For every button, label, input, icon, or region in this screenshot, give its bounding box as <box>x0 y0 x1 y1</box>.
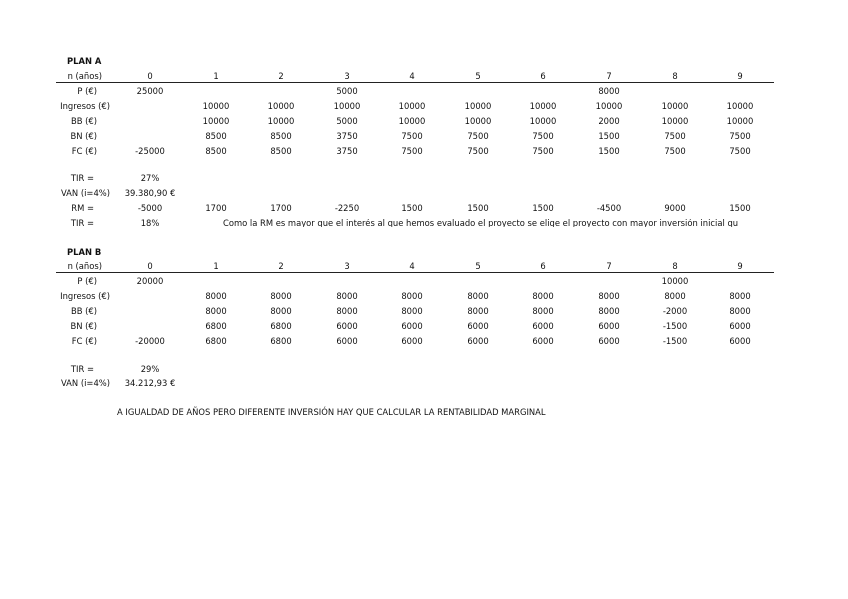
plan-a-tir2-label: TIR = <box>70 218 94 228</box>
plan-a-cell: 8500 <box>205 131 227 141</box>
plan-a-cell: 3750 <box>336 146 358 156</box>
plan-b-year-header: 0 <box>147 261 153 271</box>
plan-a-cell: 1500 <box>598 131 620 141</box>
plan-a-row-label: P (€) <box>77 86 97 96</box>
plan-b-cell: 6800 <box>205 336 227 346</box>
plan-a-rm-cell: -2250 <box>334 203 360 213</box>
plan-b-van-value: 34.212,93 € <box>124 378 176 388</box>
plan-b-row-label: BB (€) <box>70 306 97 316</box>
plan-a-year-header: 9 <box>737 71 743 81</box>
plan-a-cell: 8000 <box>598 86 620 96</box>
plan-b-cell: 8000 <box>205 291 227 301</box>
plan-b-cell: 6000 <box>336 321 358 331</box>
plan-a-tir2-value: 18% <box>140 218 160 228</box>
plan-a-rm-cell: 1500 <box>729 203 751 213</box>
plan-b-cell: 8000 <box>598 306 620 316</box>
plan-b-year-header: 9 <box>737 261 743 271</box>
plan-b-cell: 8000 <box>205 306 227 316</box>
plan-b-cell: 8000 <box>467 306 489 316</box>
plan-b-row-label: Ingresos (€) <box>60 291 110 301</box>
plan-a-cell: 10000 <box>661 116 689 126</box>
plan-a-van-value: 39.380,90 € <box>124 188 176 198</box>
plan-b-cell: 6000 <box>336 336 358 346</box>
plan-b-tir-value: 29% <box>140 364 160 374</box>
plan-a-cell: 10000 <box>529 116 557 126</box>
plan-b-year-header: 7 <box>606 261 612 271</box>
plan-a-rm-cell: -4500 <box>596 203 622 213</box>
plan-b-cell: -20000 <box>135 336 165 346</box>
plan-a-cell: 7500 <box>467 131 489 141</box>
plan-b-cell: 8000 <box>336 291 358 301</box>
plan-a-year-header: 0 <box>147 71 153 81</box>
plan-a-cell: 10000 <box>726 101 754 111</box>
plan-a-rm-cell: 1700 <box>270 203 292 213</box>
plan-b-row-label: P (€) <box>77 276 97 286</box>
plan-a-header-label: n (años) <box>67 71 102 81</box>
plan-b-cell: 8000 <box>336 306 358 316</box>
plan-a-cell: 10000 <box>661 101 689 111</box>
plan-a-cell: 10000 <box>464 116 492 126</box>
plan-b-year-header: 2 <box>278 261 284 271</box>
plan-a-year-header: 3 <box>344 71 350 81</box>
plan-a-cell: 10000 <box>267 116 295 126</box>
plan-a-rm-cell: -5000 <box>137 203 163 213</box>
plan-b-cell: -1500 <box>662 336 688 346</box>
plan-b-cell: -1500 <box>662 321 688 331</box>
plan-b-cell: 8000 <box>664 291 686 301</box>
plan-a-rm-cell: 1700 <box>205 203 227 213</box>
plan-a-cell: 25000 <box>136 86 164 96</box>
plan-a-cell: 5000 <box>336 86 358 96</box>
plan-a-cell: 10000 <box>202 101 230 111</box>
plan-b-year-header: 8 <box>672 261 678 271</box>
plan-b-header-label: n (años) <box>67 261 102 271</box>
plan-b-cell: 6800 <box>270 321 292 331</box>
plan-a-cell: 7500 <box>664 146 686 156</box>
plan-b-cell: 6000 <box>401 321 423 331</box>
plan-a-year-header: 6 <box>540 71 546 81</box>
plan-a-cell: 10000 <box>726 116 754 126</box>
plan-b-year-header: 6 <box>540 261 546 271</box>
plan-b-cell: 20000 <box>136 276 164 286</box>
plan-b-cell: 6000 <box>401 336 423 346</box>
plan-b-year-header: 3 <box>344 261 350 271</box>
plan-a-row-label: BB (€) <box>70 116 97 126</box>
plan-a-row-label: FC (€) <box>71 146 97 156</box>
plan-a-row-label: BN (€) <box>70 131 97 141</box>
plan-b-cell: 8000 <box>532 306 554 316</box>
plan-a-year-header: 7 <box>606 71 612 81</box>
plan-b-cell: 8000 <box>401 306 423 316</box>
plan-b-year-header: 4 <box>409 261 415 271</box>
plan-a-cell: 7500 <box>532 131 554 141</box>
plan-b-cell: 8000 <box>532 291 554 301</box>
plan-a-cell: 5000 <box>336 116 358 126</box>
plan-b-cell: 8000 <box>598 291 620 301</box>
plan-a-year-header: 8 <box>672 71 678 81</box>
plan-a-cell: 7500 <box>729 131 751 141</box>
plan-a-conclusion-note: Como la RM es mayor que el interés al que hemos evaluado el proyecto se elige el proyecto con mayor inversión inicial qu <box>223 219 739 228</box>
plan-a-year-header: 4 <box>409 71 415 81</box>
plan-a-cell: 8500 <box>270 131 292 141</box>
plan-a-cell: 8500 <box>270 146 292 156</box>
plan-b-cell: 6000 <box>598 321 620 331</box>
plan-b-cell: 6800 <box>270 336 292 346</box>
plan-b-van-label: VAN (i=4%) <box>60 378 110 388</box>
plan-b-cell: 6000 <box>467 321 489 331</box>
plan-b-cell: 6800 <box>205 321 227 331</box>
plan-b-year-header: 1 <box>213 261 219 271</box>
plan-a-cell: 7500 <box>401 131 423 141</box>
plan-a-cell: 7500 <box>729 146 751 156</box>
plan-b-cell: 10000 <box>661 276 689 286</box>
plan-a-tir-label: TIR = <box>70 173 94 183</box>
plan-a-cell: -25000 <box>135 146 165 156</box>
plan-a-header-rule <box>56 82 774 83</box>
plan-b-cell: 8000 <box>270 291 292 301</box>
plan-b-tir-label: TIR = <box>70 364 94 374</box>
plan-b-title: PLAN B <box>67 247 102 257</box>
plan-a-cell: 2000 <box>598 116 620 126</box>
marginal-rentability-note: A IGUALDAD DE AÑOS PERO DIFERENTE INVERSIÓN HAY QUE CALCULAR LA RENTABILIDAD MARGINAL <box>117 407 546 417</box>
plan-a-cell: 10000 <box>464 101 492 111</box>
plan-a-cell: 1500 <box>598 146 620 156</box>
plan-a-row-label: Ingresos (€) <box>60 101 110 111</box>
plan-a-rm-label: RM = <box>71 203 94 213</box>
plan-a-cell: 8500 <box>205 146 227 156</box>
plan-b-row-label: BN (€) <box>70 321 97 331</box>
plan-b-cell: 6000 <box>467 336 489 346</box>
plan-a-cell: 7500 <box>664 131 686 141</box>
plan-a-cell: 10000 <box>202 116 230 126</box>
plan-a-rm-cell: 9000 <box>664 203 686 213</box>
plan-b-cell: 6000 <box>729 321 751 331</box>
plan-b-cell: 6000 <box>532 321 554 331</box>
plan-a-tir-value: 27% <box>140 173 160 183</box>
plan-a-rm-cell: 1500 <box>532 203 554 213</box>
plan-a-cell: 7500 <box>467 146 489 156</box>
plan-a-cell: 10000 <box>398 101 426 111</box>
plan-a-van-label: VAN (i=4%) <box>60 188 110 198</box>
plan-b-cell: 8000 <box>729 306 751 316</box>
plan-a-cell: 3750 <box>336 131 358 141</box>
plan-a-year-header: 1 <box>213 71 219 81</box>
plan-b-cell: -2000 <box>662 306 688 316</box>
plan-a-rm-cell: 1500 <box>467 203 489 213</box>
plan-b-cell: 8000 <box>401 291 423 301</box>
plan-b-year-header: 5 <box>475 261 481 271</box>
plan-b-cell: 6000 <box>532 336 554 346</box>
plan-b-cell: 8000 <box>729 291 751 301</box>
plan-b-cell: 6000 <box>729 336 751 346</box>
plan-b-cell: 8000 <box>467 291 489 301</box>
plan-a-cell: 10000 <box>333 101 361 111</box>
plan-a-year-header: 5 <box>475 71 481 81</box>
plan-a-cell: 10000 <box>267 101 295 111</box>
plan-a-cell: 7500 <box>532 146 554 156</box>
plan-a-rm-cell: 1500 <box>401 203 423 213</box>
plan-b-cell: 8000 <box>270 306 292 316</box>
plan-a-year-header: 2 <box>278 71 284 81</box>
plan-a-cell: 10000 <box>595 101 623 111</box>
plan-b-cell: 6000 <box>598 336 620 346</box>
plan-a-cell: 7500 <box>401 146 423 156</box>
plan-a-cell: 10000 <box>398 116 426 126</box>
plan-b-header-rule <box>56 272 774 273</box>
plan-a-title: PLAN A <box>67 56 102 66</box>
plan-a-cell: 10000 <box>529 101 557 111</box>
plan-b-row-label: FC (€) <box>71 336 97 346</box>
